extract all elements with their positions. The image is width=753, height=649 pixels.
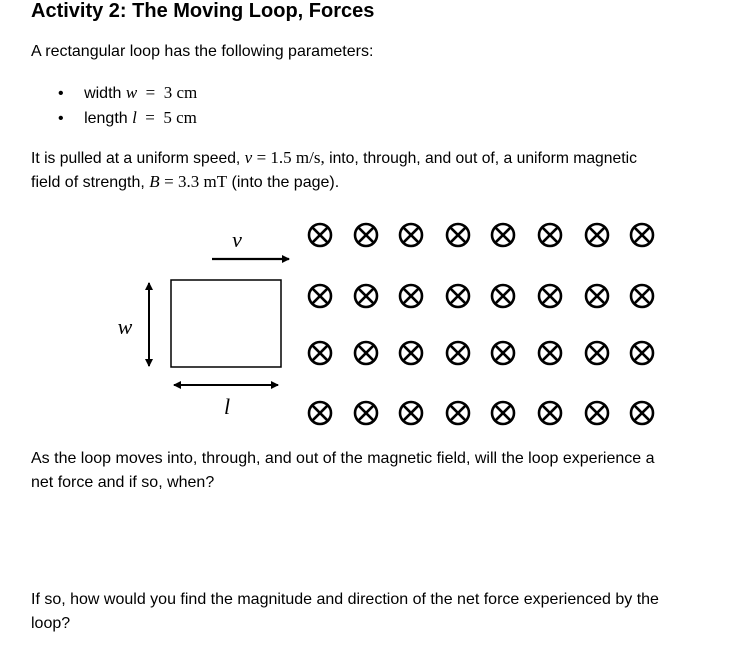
field-into-page-icon: [539, 285, 561, 307]
field-into-page-icon: [400, 402, 422, 424]
param-label: length: [84, 110, 128, 127]
field-value: = 3.3 mT: [164, 172, 228, 191]
param-value: 3 cm: [163, 83, 198, 102]
magnetic-field-grid: [309, 224, 653, 424]
field-into-page-icon: [355, 402, 377, 424]
field-into-page-icon: [539, 402, 561, 424]
field-into-page-icon: [355, 285, 377, 307]
field-into-page-icon: [586, 402, 608, 424]
field-symbol: B: [149, 172, 160, 191]
field-into-page-icon: [309, 224, 331, 246]
field-into-page-icon: [309, 342, 331, 364]
speed-value: = 1.5 m/s,: [256, 148, 325, 167]
field-into-page-icon: [355, 224, 377, 246]
field-into-page-icon: [539, 224, 561, 246]
param-symbol: w: [125, 83, 138, 102]
page-title: Activity 2: The Moving Loop, Forces: [31, 0, 375, 22]
field-into-page-icon: [492, 285, 514, 307]
field-text: field of strength,: [31, 174, 145, 191]
field-into-page-icon: [631, 342, 653, 364]
field-into-page-icon: [586, 224, 608, 246]
field-into-page-icon: [355, 342, 377, 364]
question-1-line-2: net force and if so, when?: [31, 474, 215, 491]
param-eq: =: [145, 83, 156, 102]
field-into-page-icon: [447, 402, 469, 424]
field-into-page-icon: [631, 402, 653, 424]
field-into-page-icon: [447, 342, 469, 364]
param-eq: =: [145, 108, 155, 127]
field-into-page-icon: [309, 402, 331, 424]
field-into-page-icon: [492, 402, 514, 424]
field-into-page-icon: [400, 224, 422, 246]
field-into-page-icon: [492, 342, 514, 364]
bullet-icon: •: [58, 110, 64, 127]
question-2-line-1: If so, how would you find the magnitude and direction of the net force experienced by the: [31, 591, 659, 608]
question-2-line-2: loop?: [31, 615, 71, 632]
field-into-page-icon: [400, 285, 422, 307]
field-into-page-icon: [447, 285, 469, 307]
field-into-page-icon: [492, 224, 514, 246]
width-label: w: [117, 314, 133, 339]
field-into-page-icon: [631, 285, 653, 307]
velocity-label: v: [232, 227, 242, 252]
field-into-page-icon: [447, 224, 469, 246]
field-rest: (into the page).: [231, 174, 340, 191]
bullet-icon: •: [58, 85, 64, 102]
field-into-page-icon: [400, 342, 422, 364]
field-into-page-icon: [309, 285, 331, 307]
param-value: 5 cm: [163, 108, 197, 127]
field-into-page-icon: [586, 342, 608, 364]
param-label: width: [84, 85, 122, 102]
intro-text: A rectangular loop has the following parameters:: [31, 43, 374, 60]
length-label: l: [223, 394, 231, 419]
loop-rectangle: [171, 280, 281, 367]
question-1-line-1: As the loop moves into, through, and out of the magnetic field, will the loop experience a: [31, 450, 655, 467]
param-symbol: l: [132, 108, 137, 127]
field-into-page-icon: [586, 285, 608, 307]
pulled-text: It is pulled at a uniform speed,: [31, 150, 241, 167]
field-into-page-icon: [539, 342, 561, 364]
speed-symbol: v: [244, 148, 253, 167]
pulled-rest: into, through, and out of, a uniform magnetic: [329, 150, 637, 167]
field-into-page-icon: [631, 224, 653, 246]
